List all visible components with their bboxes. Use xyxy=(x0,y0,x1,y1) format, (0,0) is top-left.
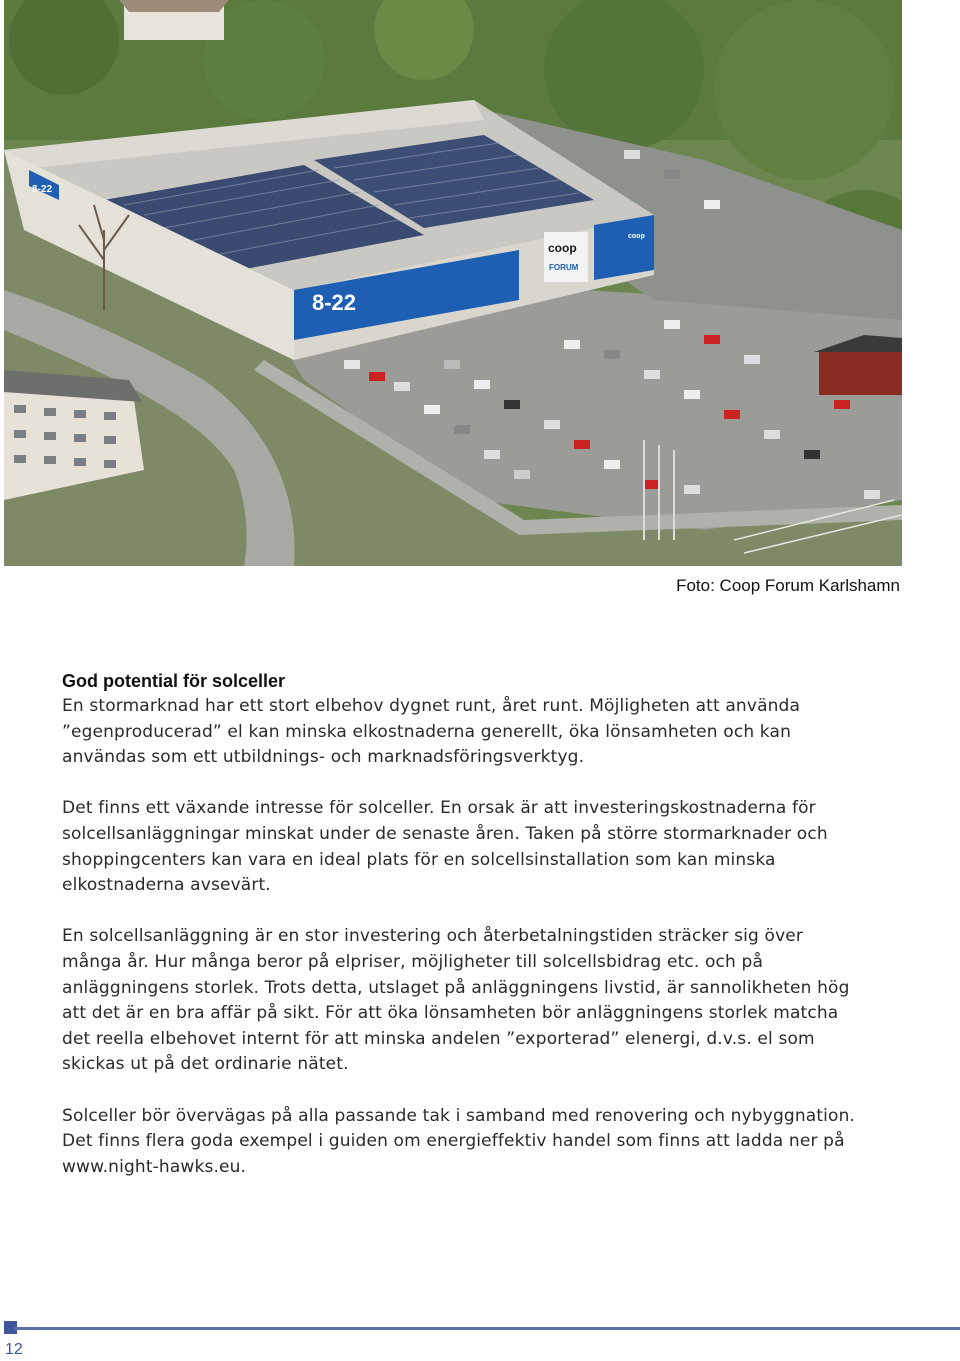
page-number: 12 xyxy=(5,1341,23,1358)
paragraph-3: En solcellsanläggning är en stor investering och återbetalningstiden sträcker sig över många år. Hur många beror på elpriser, möjligheter till solcellsbidrag etc. och på anläggningens storlek. Trots detta, utslaget på anläggningens livstid, är sannolikheten hög att det är en bra affär på sikt. För att öka lönsamheten bör anläggningens storlek matcha det reella elbehovet internt för att minska andelen ”exporterad” elenergi, d.v.s. el som skickas ut på det ordinarie nätet. xyxy=(62,926,850,1075)
paragraph-2: Det finns ett växande intresse för solceller. En orsak är att investeringskostnaderna för solcellsanläggningar minskat under de senaste åren. Taken på större stormarknader och shoppingcenters kan vara en ideal plats för en solcellsinstallation som kan minska elkostnaderna avsevärt. xyxy=(62,798,828,896)
svg-text:coop: coop xyxy=(548,241,577,255)
footer-rule xyxy=(14,1327,960,1330)
svg-text:coop: coop xyxy=(628,233,645,240)
svg-text:8-22: 8-22 xyxy=(32,184,53,195)
section-heading: God potential för solceller xyxy=(62,671,286,691)
svg-text:FORUM: FORUM xyxy=(549,263,579,272)
article-section xyxy=(62,668,862,1206)
aerial-photo-coop-forum xyxy=(4,0,902,566)
svg-text:8-22: 8-22 xyxy=(312,290,357,315)
photo-caption: Foto: Coop Forum Karlshamn xyxy=(676,576,900,595)
paragraph-1: En stormarknad har ett stort elbehov dygnet runt, året runt. Möjligheten att använda ”egenproducerad” el kan minska elkostnaderna generellt, öka lönsamheten och kan användas som ett utbildnings- och marknadsföringsverktyg. xyxy=(62,696,801,768)
paragraph-4: Solceller bör övervägas på alla passande tak i samband med renovering och nybyggnation. Det finns flera goda exempel i guiden om energieffektiv handel som finns att ladda ner på www.night-hawks.eu. xyxy=(62,1105,856,1177)
